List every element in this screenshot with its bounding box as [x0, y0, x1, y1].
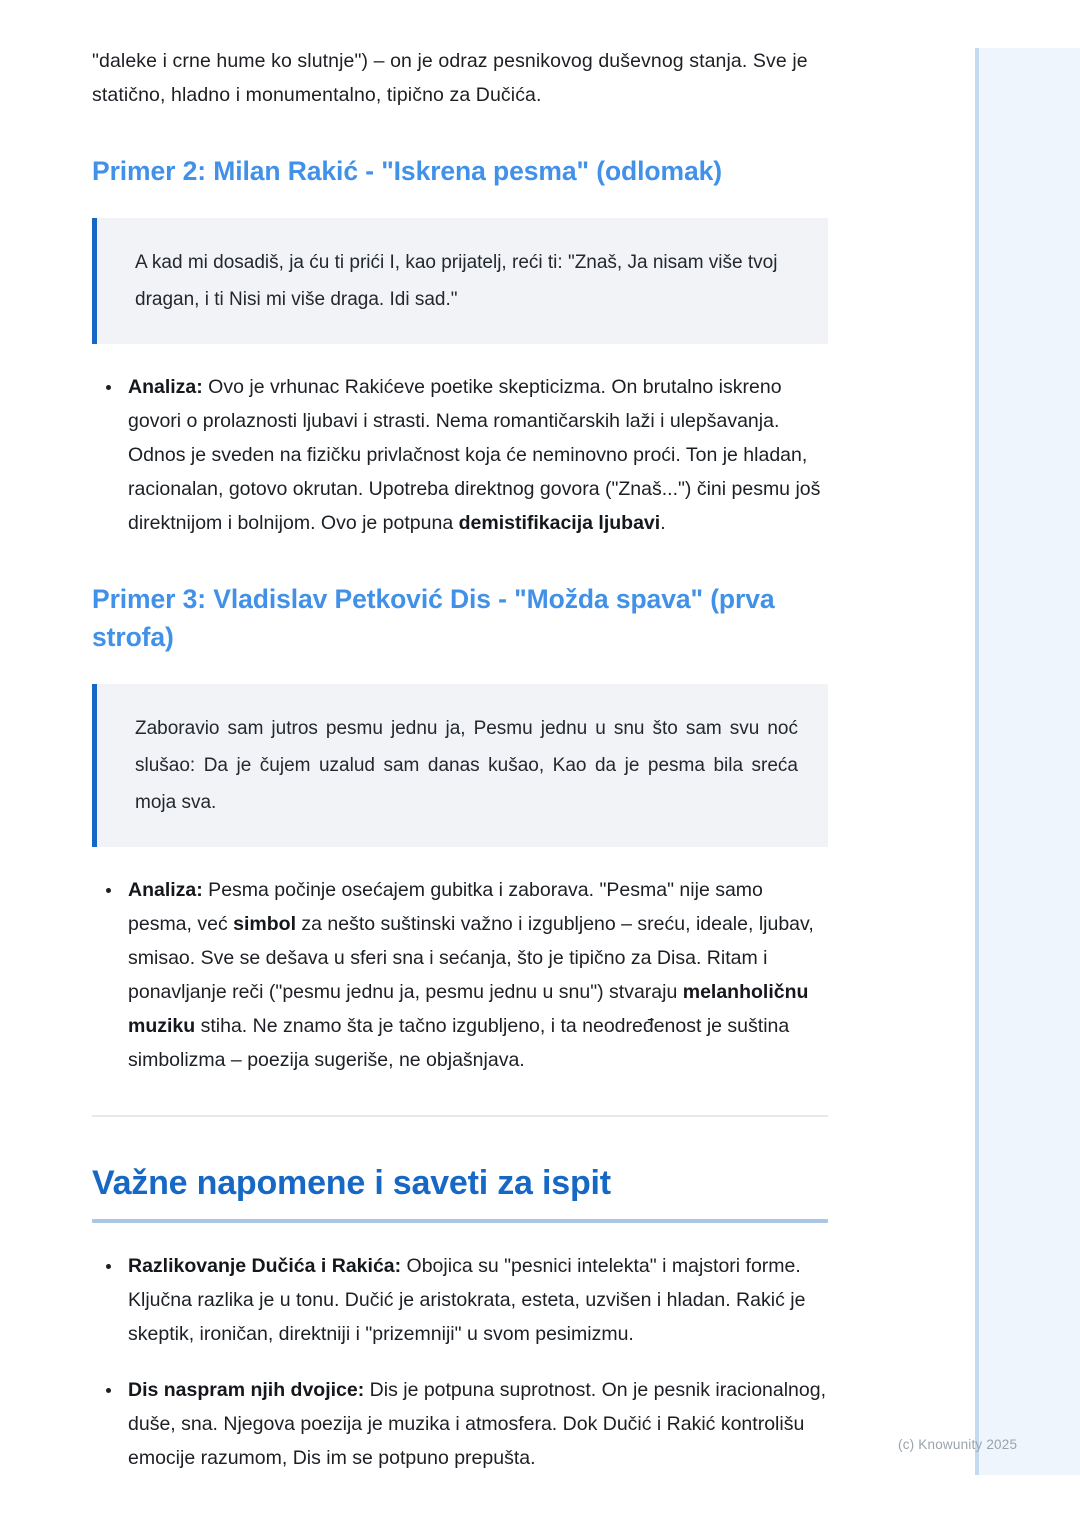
watermark: (c) Knowunity 2025 — [898, 1437, 1018, 1452]
analysis-list-primer-3 — [92, 873, 828, 1077]
analysis-emphasis: demistifikacija ljubavi — [458, 512, 661, 534]
quote-primer-3 — [92, 684, 828, 847]
document-content — [92, 44, 828, 1475]
list-item — [128, 1249, 828, 1351]
quote-primer-3-text: Zaboravio sam jutros pesmu jednu ja, Pesmu jednu u snu što sam svu noć slušao: Da je čujem uzalud sam danas kušao, Kao da je pesma bila sreća moja sva. — [135, 718, 798, 813]
heading-underline — [92, 1219, 828, 1223]
note-label: Dis naspram njih dvojice: — [128, 1379, 365, 1401]
analysis-text-2: za nešto suštinski važno i izgubljeno – sreću, ideale, ljubav, smisao. Sve se dešava u sferi sna i sećanja, što je tipično za Disa. Ritam i ponavljanje reči ("pesmu jednu ja, pesmu jednu u snu") stvaraju — [128, 913, 814, 1003]
intro-paragraph: "daleke i crne hume ko slutnje") – on je odraz pesnikovog duševnog stanja. Sve je statično, hladno i monumentalno, tipično za Dučića. — [92, 50, 808, 106]
analysis-list-primer-2 — [92, 370, 828, 540]
quote-primer-2 — [92, 218, 828, 344]
analysis-text-tail: . — [660, 512, 666, 534]
note-text: Dis je potpuna suprotnost. On je pesnik iracionalnog, duše, sna. Njegova poezija je muzika i atmosfera. Dok Dučić i Rakić kontrolišu emocije razumom, Dis im se potpuno prepušta. — [128, 1379, 827, 1469]
analysis-emphasis-2: melanholičnu muziku — [128, 981, 809, 1037]
list-item — [128, 370, 828, 540]
page-side-panel — [975, 48, 1080, 1475]
list-item — [128, 873, 828, 1077]
analysis-text: Pesma počinje osećajem gubitka i zaborava. "Pesma" nije samo pesma, već — [128, 879, 763, 935]
analysis-text-3: stiha. Ne znamo šta je tačno izgubljeno, i ta neodređenost je suština simbolizma – poezija sugeriše, ne objašnjava. — [128, 1015, 790, 1071]
analysis-emphasis-1: simbol — [233, 913, 296, 935]
heading-primer-2: Primer 2: Milan Rakić - "Iskrena pesma" (odlomak) — [92, 156, 722, 186]
section-divider — [92, 1115, 828, 1117]
quote-primer-2-text: A kad mi dosadiš, ja ću ti prići I, kao prijatelj, reći ti: "Znaš, Ja nisam više tvoj dragan, i ti Nisi mi više draga. Idi sad." — [135, 252, 778, 310]
notes-list — [92, 1249, 828, 1475]
analysis-text: Ovo je vrhunac Rakićeve poetike skepticizma. On brutalno iskreno govori o prolaznosti ljubavi i strasti. Nema romantičarskih laži i ulepšavanja. Odnos je sveden na fizičku privlačnost koja će neminovno proći. Ton je hladan, racionalan, gotovo okrutan. Upotreba direktnog govora ("Znaš...") čini pesmu još direktnijom i bolnijom. Ovo je potpuna — [128, 376, 821, 534]
analysis-label: Analiza: — [128, 879, 203, 901]
note-text: Obojica su "pesnici intelekta" i majstori forme. Ključna razlika je u tonu. Dučić je aristokrata, esteta, uzvišen i hladan. Rakić je skeptik, ironičan, direktniji i "prizemniji" u svom pesimizmu. — [128, 1255, 806, 1345]
note-label: Razlikovanje Dučića i Rakića: — [128, 1255, 402, 1277]
list-item — [128, 1373, 828, 1475]
analysis-label: Analiza: — [128, 376, 203, 398]
page-title: Važne napomene i saveti za ispit — [92, 1164, 611, 1202]
heading-primer-3: Primer 3: Vladislav Petković Dis - "Možda spava" (prva strofa) — [92, 584, 775, 652]
